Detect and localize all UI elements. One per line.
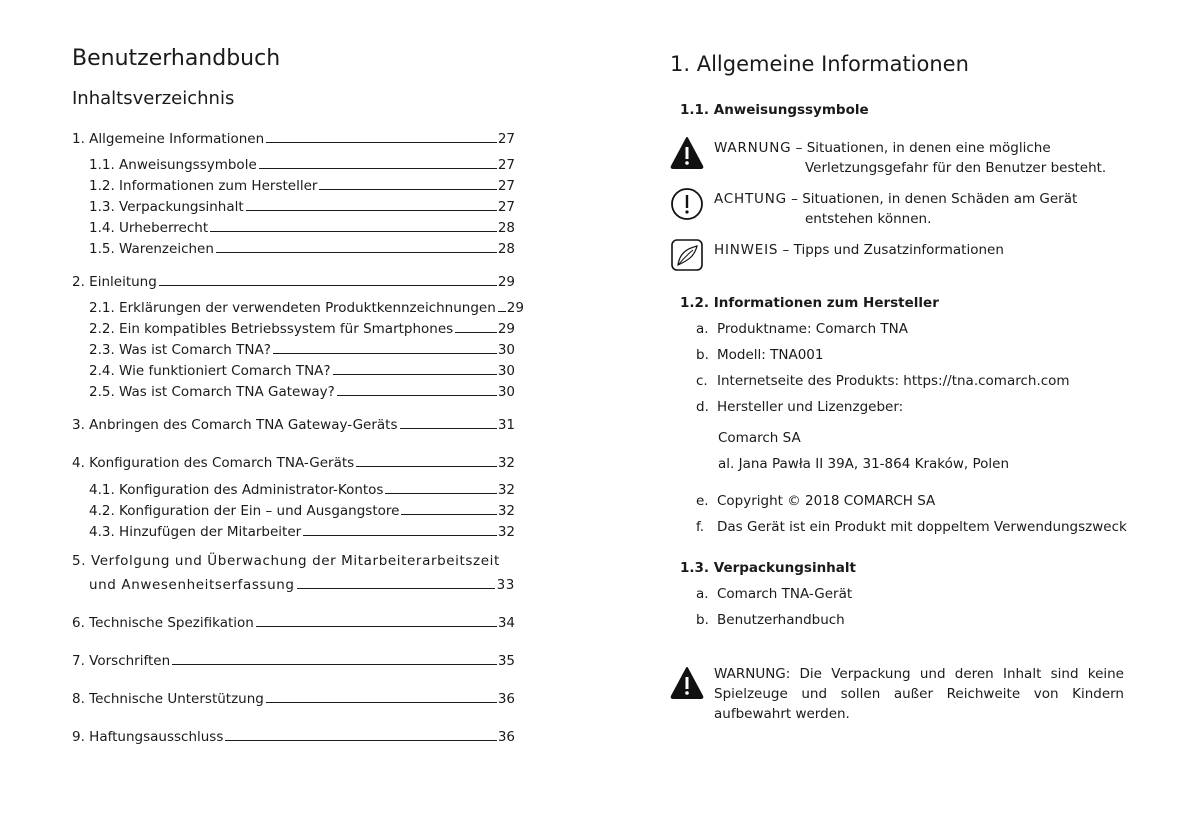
list-item-text: Comarch TNA-Gerät: [717, 586, 853, 602]
toc-entry-label: 4.2. Konfiguration der Ein – und Ausgangstore: [89, 503, 400, 519]
list-item: [696, 612, 1136, 628]
list-item-text: Das Gerät ist ein Produkt mit doppeltem Verwendungszweck: [717, 519, 1127, 535]
company-address: al. Jana Pawła II 39A, 31-864 Kraków, Polen: [718, 456, 1010, 472]
toc-entry-line2: [72, 573, 515, 593]
toc-entry-page: 30: [497, 384, 515, 400]
subheading-symbols: 1.1. Anweisungssymbole: [680, 102, 869, 118]
toc-entry[interactable]: [89, 319, 515, 337]
toc-entry-label-cont: und Anwesenheitserfassung: [89, 577, 295, 593]
toc-entry-label: 2.3. Was ist Comarch TNA?: [89, 342, 271, 358]
toc-entry-page: 28: [497, 220, 515, 236]
section-title: 1. Allgemeine Informationen: [670, 52, 969, 76]
toc-entry[interactable]: [89, 218, 515, 236]
toc-entry-label: 1.4. Urheberrecht: [89, 220, 209, 236]
toc-leader: [159, 285, 497, 286]
list-marker: c.: [696, 373, 708, 389]
subheading-manufacturer: 1.2. Informationen zum Hersteller: [680, 295, 939, 311]
toc-leader: [356, 466, 497, 467]
toc-entry-page: 29: [497, 274, 515, 290]
symbol-description: [714, 189, 1134, 229]
toc-entry-page: 31: [497, 417, 515, 433]
symbol-label: ACHTUNG: [714, 191, 787, 207]
toc-entry-label: 9. Haftungsausschluss: [72, 729, 224, 745]
toc-entry[interactable]: [89, 361, 515, 379]
toc-title: Inhaltsverzeichnis: [72, 88, 235, 109]
symbol-text: Situationen, in denen eine mögliche: [806, 140, 1051, 156]
toc-entry[interactable]: [72, 553, 515, 593]
toc-entry-page: 36: [497, 729, 515, 745]
symbol-separator: –: [778, 242, 794, 258]
subheading-package: 1.3. Verpackungsinhalt: [680, 560, 856, 576]
toc-leader: [259, 168, 497, 169]
list-marker: d.: [696, 399, 709, 415]
symbol-separator: –: [786, 191, 803, 207]
toc-entry-label: 4.1. Konfiguration des Administrator-Kontos: [89, 482, 384, 498]
toc-entry-label: 7. Vorschriften: [72, 653, 171, 669]
list-item: [696, 399, 1136, 415]
toc-entry-label: 4. Konfiguration des Comarch TNA-Geräts: [72, 455, 355, 471]
list-item: [696, 493, 1136, 509]
symbol-text: Tipps und Zusatzinformationen: [793, 242, 1004, 258]
toc-entry[interactable]: [89, 340, 515, 358]
toc-entry-page: 32: [497, 503, 515, 519]
symbol-label: WARNUNG: [714, 140, 792, 156]
toc-entry-label: 1.3. Verpackungsinhalt: [89, 199, 244, 215]
list-item-text: Hersteller und Lizenzgeber:: [717, 399, 904, 415]
toc-leader: [385, 493, 496, 494]
caution-circle-icon: [670, 187, 704, 221]
list-item-text: Internetseite des Produkts: https://tna.comarch.com: [717, 373, 1070, 389]
toc-leader: [498, 311, 506, 312]
toc-entry[interactable]: [72, 453, 515, 471]
toc-leader: [400, 428, 497, 429]
toc-entry-page: 35: [497, 653, 515, 669]
toc-entry-page: 29: [497, 321, 515, 337]
toc-entry[interactable]: [72, 415, 515, 433]
symbol-text-cont: Verletzungsgefahr für den Benutzer besteht.: [805, 160, 1107, 176]
toc-entry-label: 1.1. Anweisungssymbole: [89, 157, 257, 173]
toc-leader: [172, 664, 497, 665]
toc-entry-page: 32: [497, 455, 515, 471]
document-title: Benutzerhandbuch: [72, 46, 281, 71]
toc-entry-page: 27: [497, 178, 515, 194]
toc-entry-label: 2.5. Was ist Comarch TNA Gateway?: [89, 384, 335, 400]
toc-entry[interactable]: [72, 727, 515, 745]
toc-leader: [273, 353, 497, 354]
toc-entry-label: 2.4. Wie funktioniert Comarch TNA?: [89, 363, 331, 379]
toc-entry-label: 2.1. Erklärungen der verwendeten Produktkennzeichnungen: [89, 300, 496, 316]
toc-entry[interactable]: [89, 176, 515, 194]
toc-entry-label: 8. Technische Unterstützung: [72, 691, 264, 707]
toc-entry-label: 1.2. Informationen zum Hersteller: [89, 178, 318, 194]
company-name: Comarch SA: [718, 430, 801, 446]
package-warning-text: WARNUNG: Die Verpackung und deren Inhalt sind keine Spielzeuge und sollen außer Reichweite von Kindern aufbewahrt werden.: [714, 666, 1124, 722]
note-icon: [670, 238, 704, 272]
toc-entry-label: 1. Allgemeine Informationen: [72, 131, 265, 147]
right-page: [596, 0, 1191, 839]
list-marker: a.: [696, 321, 709, 337]
toc-entry[interactable]: [89, 239, 515, 257]
toc-entry[interactable]: [89, 480, 515, 498]
toc-entry-page: 28: [497, 241, 515, 257]
symbol-separator: –: [791, 140, 807, 156]
toc-entry-page: 32: [497, 524, 515, 540]
left-page: [0, 0, 595, 839]
list-item: [696, 321, 1136, 337]
toc-leader: [266, 702, 497, 703]
list-marker: e.: [696, 493, 709, 509]
toc-entry[interactable]: [89, 155, 515, 173]
list-marker: b.: [696, 612, 709, 628]
toc-entry-label: 2.2. Ein kompatibles Betriebssystem für Smartphones: [89, 321, 454, 337]
toc-leader: [210, 231, 497, 232]
toc-leader: [337, 395, 497, 396]
symbol-text: Situationen, in denen Schäden am Gerät: [802, 191, 1078, 207]
toc-entry-page: 27: [497, 131, 515, 147]
toc-entry-label: 3. Anbringen des Comarch TNA Gateway-Geräts: [72, 417, 398, 433]
toc-entry[interactable]: [89, 501, 515, 519]
list-item: [696, 519, 1136, 535]
toc-leader: [216, 252, 497, 253]
warning-triangle-icon: [670, 136, 704, 170]
list-item: [696, 347, 1136, 363]
toc-entry[interactable]: [72, 129, 515, 147]
toc-leader: [455, 332, 497, 333]
toc-entry-label: 2. Einleitung: [72, 274, 157, 290]
symbol-label: HINWEIS: [714, 242, 779, 258]
toc-entry-page: 29: [506, 300, 524, 316]
toc-entry[interactable]: [89, 197, 515, 215]
toc-entry-page: 30: [497, 363, 515, 379]
toc-entry-label: 6. Technische Spezifikation: [72, 615, 254, 631]
list-item-text: Copyright © 2018 COMARCH SA: [717, 493, 936, 509]
toc-leader: [333, 374, 497, 375]
toc-entry-label: 1.5. Warenzeichen: [89, 241, 214, 257]
symbol-description: [714, 240, 1134, 260]
toc-entry-label: 4.3. Hinzufügen der Mitarbeiter: [89, 524, 302, 540]
toc-entry[interactable]: [89, 522, 515, 540]
toc-leader: [401, 514, 496, 515]
toc-leader: [319, 189, 496, 190]
toc-entry-page: 34: [497, 615, 515, 631]
toc-leader: [297, 588, 495, 589]
toc-entry-page: 27: [497, 157, 515, 173]
toc-leader: [303, 535, 497, 536]
list-marker: b.: [696, 347, 709, 363]
toc-entry-page: 36: [497, 691, 515, 707]
symbol-text-cont: entstehen können.: [805, 211, 932, 227]
toc-entry-page: 32: [497, 482, 515, 498]
list-item-text: Benutzerhandbuch: [717, 612, 845, 628]
toc-entry[interactable]: [72, 613, 515, 631]
toc-entry[interactable]: [72, 651, 515, 669]
toc-entry[interactable]: [89, 382, 515, 400]
toc-entry-page: 27: [497, 199, 515, 215]
warning-triangle-icon: [670, 666, 704, 700]
toc-leader: [266, 142, 497, 143]
toc-entry-page: 33: [496, 577, 515, 593]
toc-entry[interactable]: [89, 298, 524, 316]
toc-entry[interactable]: [72, 272, 515, 290]
list-marker: f.: [696, 519, 705, 535]
toc-leader: [225, 740, 496, 741]
toc-entry-label: 5. Verfolgung und Überwachung der Mitarbeiterarbeitszeit: [72, 553, 500, 569]
toc-leader: [246, 210, 497, 211]
list-item-text: Modell: TNA001: [717, 347, 824, 363]
toc-entry-page: 30: [497, 342, 515, 358]
list-marker: a.: [696, 586, 709, 602]
list-item-text: Produktname: Comarch TNA: [717, 321, 908, 337]
toc-leader: [256, 626, 497, 627]
list-item: [696, 586, 1136, 602]
toc-entry[interactable]: [72, 689, 515, 707]
list-item: [696, 373, 1136, 389]
symbol-description: [714, 138, 1134, 178]
